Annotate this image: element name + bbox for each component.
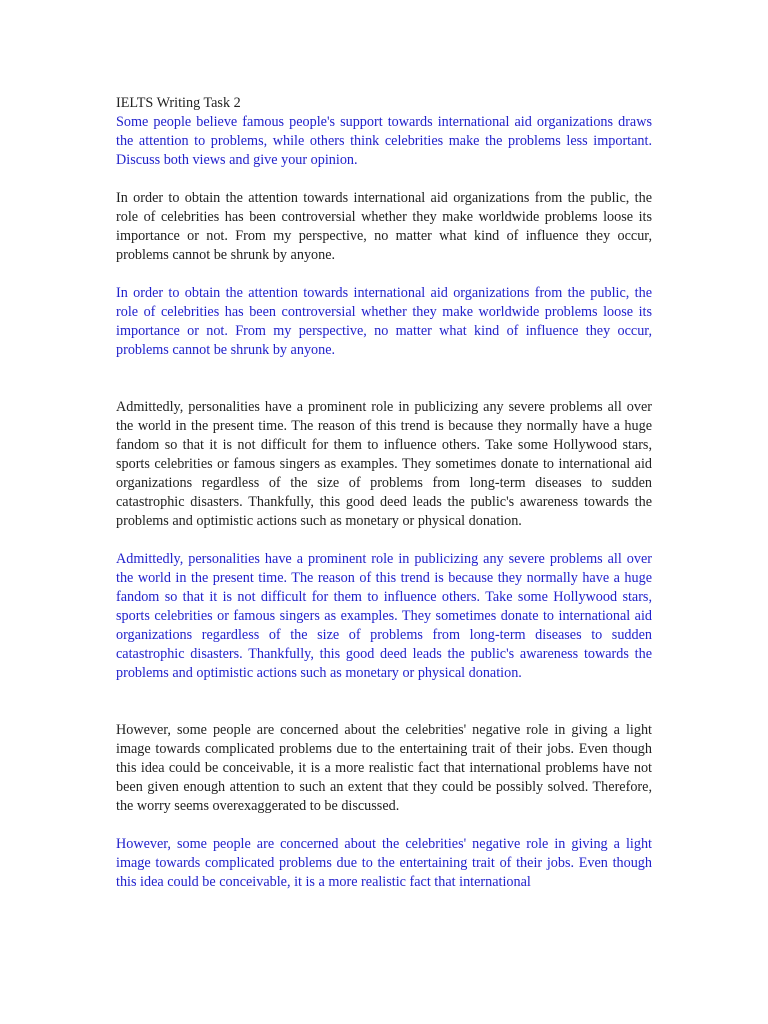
spacer bbox=[116, 816, 652, 835]
paragraph-body-2: However, some people are concerned about the celebrities' negative role in giving a light image towards complicated problems due to the entertaining trait of their jobs. Even though this idea could be conceivable, it is a more realistic fact that international problems have not been given enough attention to such an extent that they could be possibly solved. Therefore, the worry seems overexaggerated to be discussed. bbox=[116, 722, 652, 814]
spacer bbox=[116, 265, 652, 284]
task-prompt: Some people believe famous people's support towards international aid organizations draws the attention to problems, while others think celebrities make the problems less important. Discuss both views and give your opinion. bbox=[116, 114, 652, 168]
paragraph-intro-copy: In order to obtain the attention towards international aid organizations from the public, the role of celebrities has been controversial whether they make worldwide problems loose its importance or not. From my perspective, no matter what kind of influence they occur, problems cannot be shrunk by anyone. bbox=[116, 285, 652, 358]
document-content bbox=[116, 94, 652, 892]
spacer bbox=[116, 360, 652, 398]
paragraph-body-1: Admittedly, personalities have a prominent role in publicizing any severe problems all over the world in the present time. The reason of this trend is because they normally have a huge fandom so that it is not difficult for them to influence others. Take some Hollywood stars, sports celebrities or famous singers as examples. They sometimes donate to international aid organizations regardless of the size of problems from long-term diseases to sudden catastrophic disasters. Thankfully, this good deed leads the public's awareness towards the problems and optimistic actions such as monetary or physical donation. bbox=[116, 399, 652, 529]
spacer bbox=[116, 683, 652, 721]
paragraph-body-2-copy: However, some people are concerned about the celebrities' negative role in giving a light image towards complicated problems due to the entertaining trait of their jobs. Even though this idea could be conceivable, it is a more realistic fact that international bbox=[116, 836, 652, 890]
document-title: IELTS Writing Task 2 bbox=[116, 95, 241, 111]
spacer bbox=[116, 531, 652, 550]
paragraph-body-1-copy: Admittedly, personalities have a prominent role in publicizing any severe problems all over the world in the present time. The reason of this trend is because they normally have a huge fandom so that it is not difficult for them to influence others. Take some Hollywood stars, sports celebrities or famous singers as examples. They sometimes donate to international aid organizations regardless of the size of problems from long-term diseases to sudden catastrophic disasters. Thankfully, this good deed leads the public's awareness towards the problems and optimistic actions such as monetary or physical donation. bbox=[116, 551, 652, 681]
paragraph-intro: In order to obtain the attention towards international aid organizations from the public, the role of celebrities has been controversial whether they make worldwide problems loose its importance or not. From my perspective, no matter what kind of influence they occur, problems cannot be shrunk by anyone. bbox=[116, 190, 652, 263]
